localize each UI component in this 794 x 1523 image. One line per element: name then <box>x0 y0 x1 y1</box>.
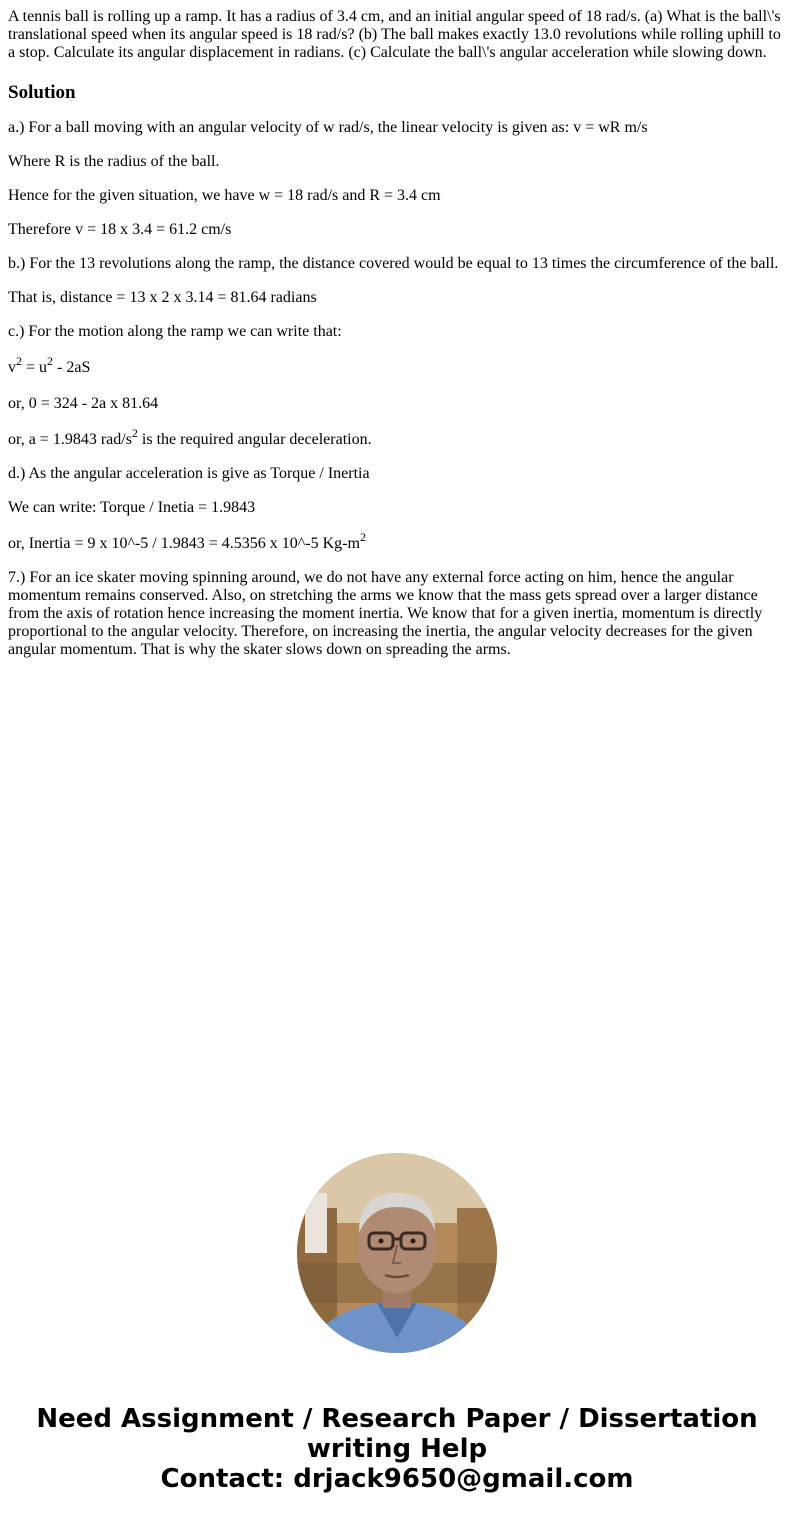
solution-line-b1: b.) For the 13 revolutions along the ramp, the distance covered would be equal to 13 times the circumference of the ball. <box>8 255 779 272</box>
solution-heading: Solution <box>8 82 76 103</box>
solution-line-d3 <box>8 529 786 553</box>
c4-end: is the required angular deceleration. <box>137 431 372 448</box>
question-text: A tennis ball is rolling up a ramp. It has a radius of 3.4 cm, and an initial angular speed of 18 rad/s. (a) What is the ball\'s translational speed when its angular speed is 18 rad/s? (b) The ball makes exactly 13.0 revolutions while rolling uphill to a stop. Calculate its angular displacement in radians. (c) Calculate the ball\'s angular acceleration while slowing down. <box>8 8 781 61</box>
solution-line-b2: That is, distance = 13 x 2 x 3.14 = 81.64 radians <box>8 289 317 306</box>
footer-line-1: Need Assignment / Research Paper / Dissertation <box>36 1404 758 1434</box>
eq-exponent: 2 <box>47 353 54 368</box>
c4-start: or, a = 1.9843 rad/s <box>8 431 132 448</box>
author-avatar <box>297 1153 497 1353</box>
solution-line-c3: or, 0 = 324 - 2a x 81.64 <box>8 395 159 412</box>
solution-equation-c2 <box>8 353 786 377</box>
footer-contact <box>0 1404 794 1494</box>
solution-line-q7: 7.) For an ice skater moving spinning around, we do not have any external force acting on him, hence the angular momentum remains conserved. Also, on stretching the arms we know that the mass gets spread over a larger distance from the axis of rotation hence increasing the moment inertia. We know that for a given inertia, momentum is directly proportional to the angular velocity. Therefore, on increasing the inertia, the angular velocity decreases for the given angular momentum. That is why the skater slows down on spreading the arms. <box>8 569 763 658</box>
solution-line-a1: a.) For a ball moving with an angular velocity of w rad/s, the linear velocity is given as: v = wR m/s <box>8 119 648 136</box>
solution-line-a3: Hence for the given situation, we have w = 18 rad/s and R = 3.4 cm <box>8 187 441 204</box>
eq-exponent: 2 <box>359 529 366 544</box>
solution-line-a4: Therefore v = 18 x 3.4 = 61.2 cm/s <box>8 221 232 238</box>
eq-exponent: 2 <box>16 353 22 368</box>
solution-line-c4 <box>8 425 786 449</box>
document-body <box>8 8 786 659</box>
eq-mid: = u <box>22 359 48 376</box>
d3-start: or, Inertia = 9 x 10^-5 / 1.9843 = 4.5356 x 10^-5 Kg-m <box>8 535 360 552</box>
footer-line-3: Contact: drjack9650@gmail.com <box>160 1464 634 1494</box>
eq-end: - 2aS <box>53 359 91 376</box>
solution-line-d2: We can write: Torque / Inetia = 1.9843 <box>8 499 256 516</box>
solution-line-d1: d.) As the angular acceleration is give as Torque / Inertia <box>8 465 370 482</box>
eq-v: v <box>8 359 16 376</box>
solution-line-a2: Where R is the radius of the ball. <box>8 153 220 170</box>
footer-line-2: writing Help <box>306 1434 488 1464</box>
solution-line-c1: c.) For the motion along the ramp we can write that: <box>8 323 342 340</box>
solution-body <box>8 119 786 659</box>
eq-exponent: 2 <box>131 425 138 440</box>
